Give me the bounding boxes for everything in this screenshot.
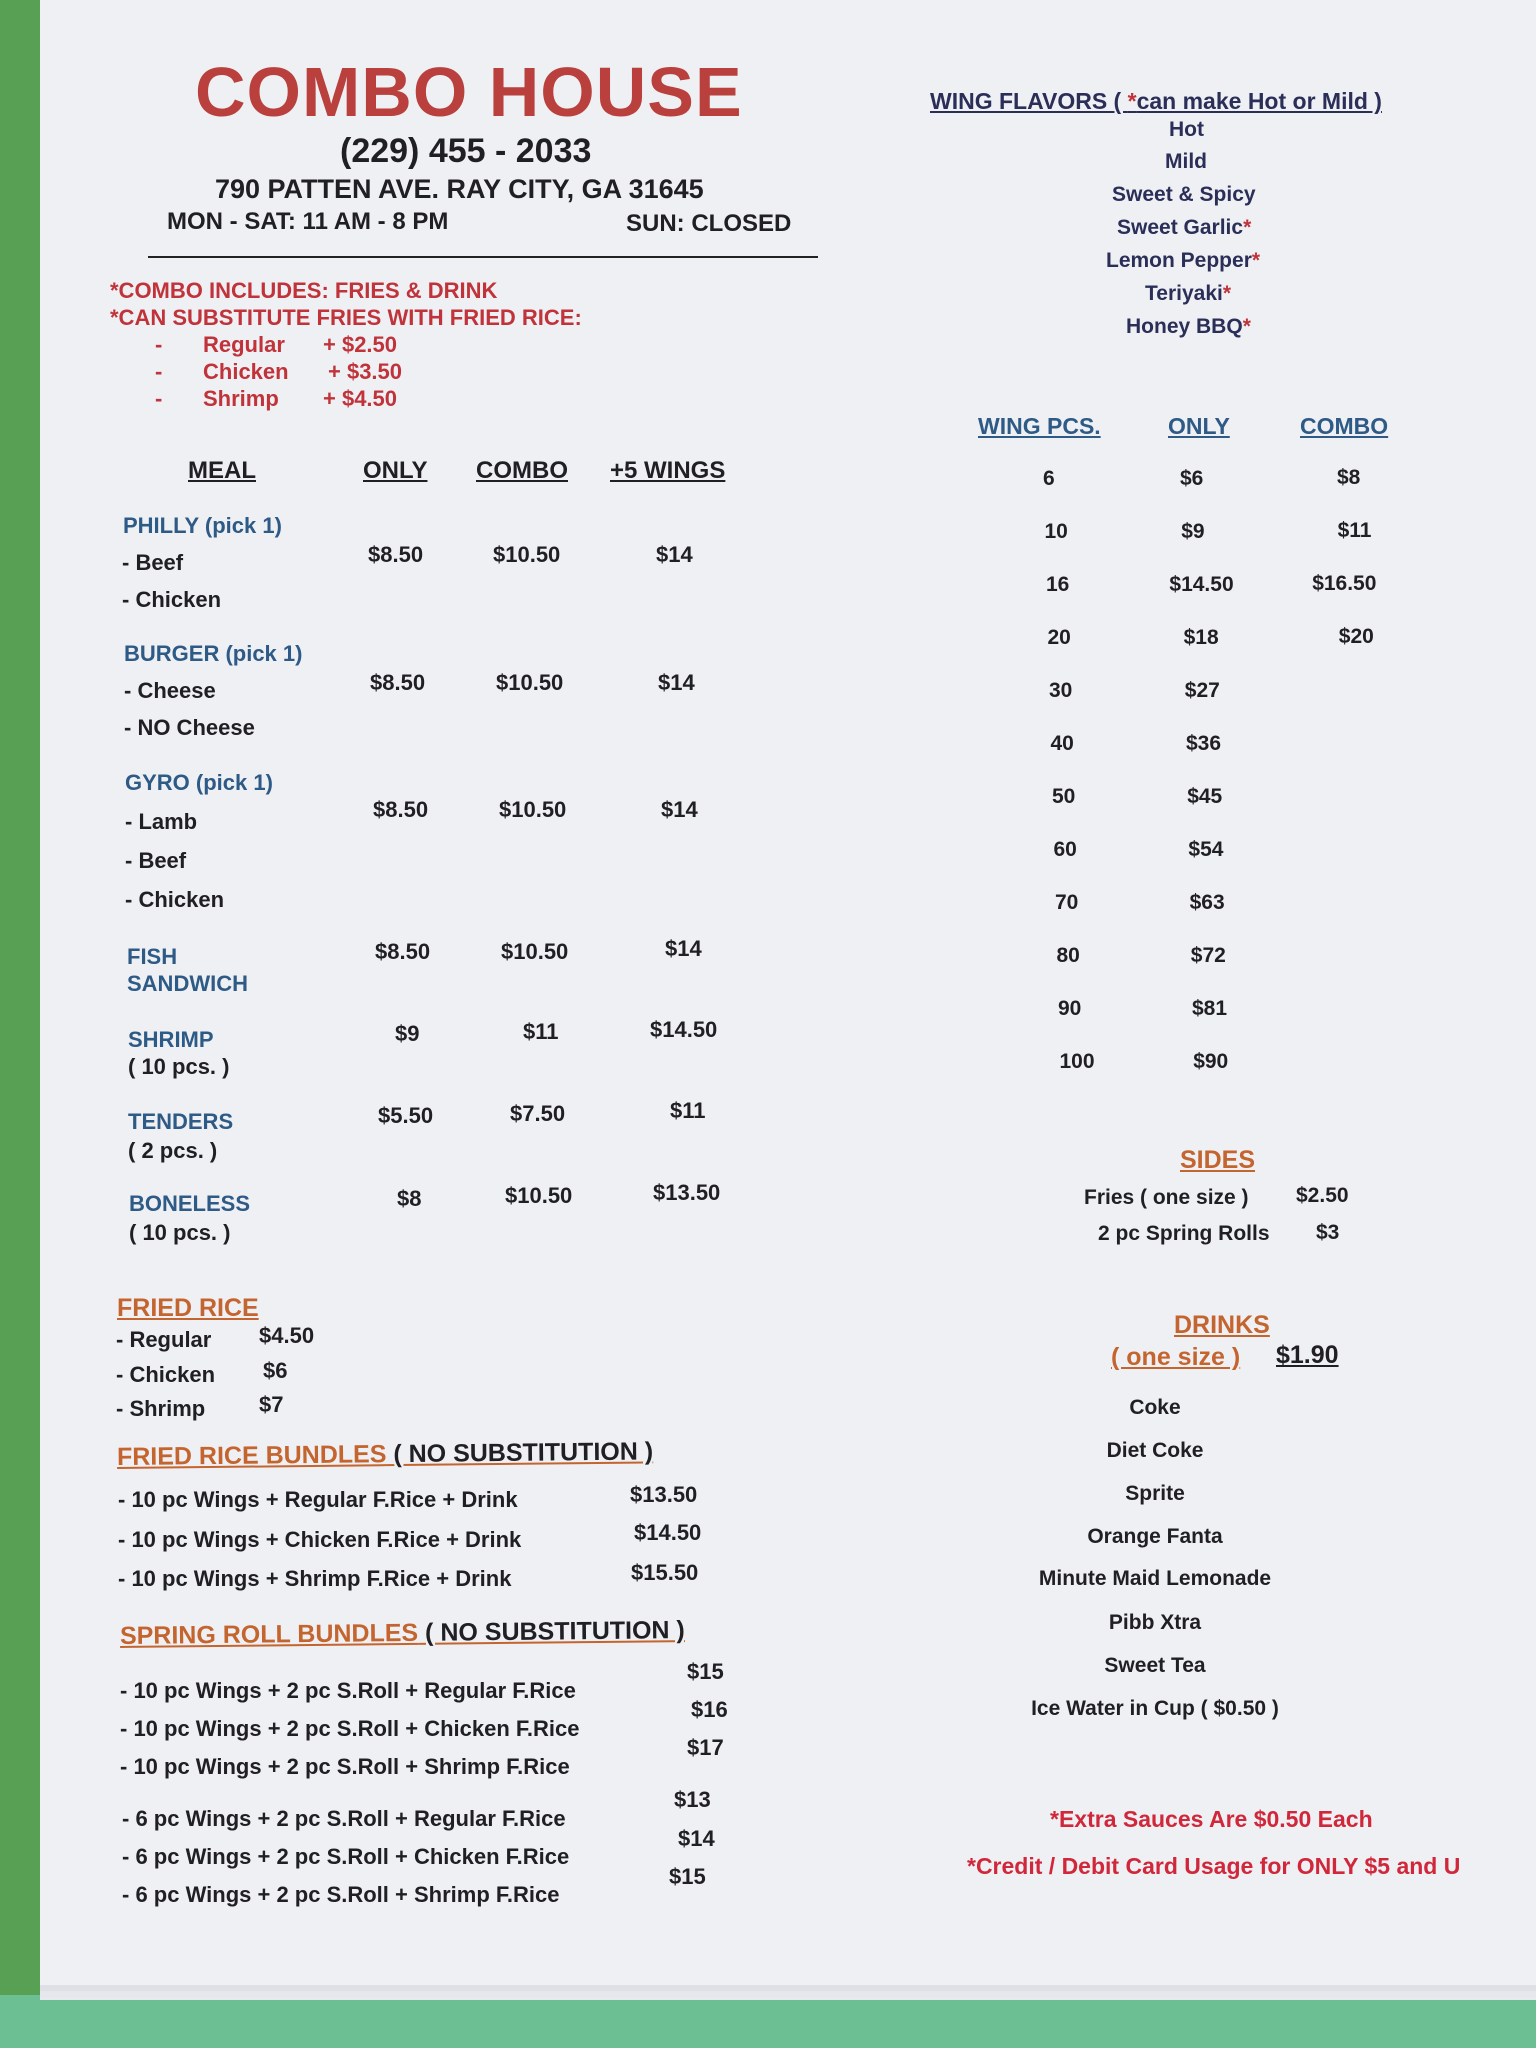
side-item: 2 pc Spring Rolls: [1098, 1222, 1270, 1245]
meal-name: PHILLY (pick 1): [123, 513, 282, 538]
wing-price-only: $14.50: [1169, 573, 1234, 596]
wing-price-only: $27: [1184, 679, 1220, 702]
header-divider: [148, 256, 818, 258]
bundle-price: $15.50: [631, 1560, 699, 1585]
wing-flavor: Teriyaki*: [1145, 282, 1232, 305]
no-substitution-note: ( NO SUBSTITUTION ): [386, 1437, 654, 1469]
price-wings: $14: [661, 797, 698, 822]
price-only: $5.50: [378, 1103, 434, 1128]
no-substitution-note: ( NO SUBSTITUTION ): [418, 1616, 685, 1647]
fried-rice-item: - Chicken: [116, 1362, 216, 1387]
drink-item: Orange Fanta: [1087, 1525, 1223, 1548]
wing-price-only: $9: [1181, 520, 1205, 543]
drink-item: Diet Coke: [1106, 1439, 1204, 1462]
drink-item: Sprite: [1125, 1482, 1185, 1505]
wing-price-only: $90: [1193, 1050, 1229, 1073]
fried-rice-price: $7: [259, 1392, 284, 1417]
price-wings: $11: [670, 1098, 706, 1123]
wing-pcs: 80: [1056, 944, 1080, 967]
wing-flavor: Honey BBQ*: [1126, 315, 1251, 338]
wing-pcs: 60: [1053, 838, 1077, 861]
fried-rice-item: - Regular: [116, 1327, 212, 1352]
sub-dash: -: [155, 386, 163, 411]
side-price: $2.50: [1296, 1184, 1349, 1207]
meal-option: - NO Cheese: [124, 715, 255, 740]
bundle-item: - 10 pc Wings + 2 pc S.Roll + Shrimp F.Rice: [120, 1754, 570, 1779]
col-header-wing-pcs: WING PCS.: [978, 413, 1101, 439]
menu-sheet: [40, 0, 1536, 1985]
bundle-item: - 6 pc Wings + 2 pc S.Roll + Regular F.Rice: [122, 1806, 566, 1831]
wing-pcs: 90: [1058, 997, 1082, 1020]
wing-pcs: 6: [1043, 467, 1055, 490]
wing-pcs: 20: [1047, 626, 1071, 649]
wing-price-only: $81: [1192, 997, 1228, 1020]
sub-name: Chicken: [203, 359, 289, 384]
bundle-item: - 10 pc Wings + Shrimp F.Rice + Drink: [118, 1566, 512, 1591]
opening-hours: MON - SAT: 11 AM - 8 PM: [167, 208, 449, 235]
wing-pcs: 10: [1044, 520, 1068, 543]
restaurant-title: COMBO HOUSE: [195, 53, 743, 131]
price-wings: $13.50: [653, 1180, 721, 1205]
meal-name: BONELESS: [129, 1191, 251, 1216]
price-combo: $11: [523, 1019, 559, 1044]
fried-rice-item: - Shrimp: [116, 1396, 206, 1421]
meal-portion: ( 10 pcs. ): [129, 1220, 231, 1245]
wing-flavor: Sweet & Spicy: [1112, 183, 1256, 206]
bundle-item: - 10 pc Wings + Regular F.Rice + Drink: [118, 1487, 518, 1512]
bundle-item: - 10 pc Wings + Chicken F.Rice + Drink: [118, 1527, 522, 1552]
background-edge: [0, 0, 40, 2048]
price-combo: $10.50: [499, 797, 567, 822]
col-header-wing-only: ONLY: [1168, 413, 1230, 439]
bundle-price: $15: [687, 1659, 724, 1684]
wing-price-only: $36: [1186, 732, 1222, 755]
price-wings: $14: [656, 542, 693, 567]
wing-flavors-title: WING FLAVORS ( *can make Hot or Mild ): [930, 88, 1382, 114]
drink-item: Coke: [1129, 1396, 1181, 1419]
col-header-only: ONLY: [363, 457, 428, 484]
wing-flavor: Lemon Pepper*: [1106, 249, 1261, 272]
wing-price-only: $54: [1188, 838, 1224, 861]
bundle-item: - 10 pc Wings + 2 pc S.Roll + Regular F.Rice: [120, 1678, 576, 1703]
substitute-note: *CAN SUBSTITUTE FRIES WITH FRIED RICE:: [110, 305, 582, 330]
col-header-meal: MEAL: [188, 457, 256, 484]
wing-flavor: Hot: [1169, 118, 1204, 141]
wing-price-only: $6: [1180, 467, 1204, 490]
bundle-item: - 6 pc Wings + 2 pc S.Roll + Chicken F.Rice: [122, 1844, 570, 1869]
side-price: $3: [1316, 1221, 1340, 1244]
bundle-price: $14: [678, 1826, 715, 1851]
sub-dash: -: [155, 332, 163, 357]
drink-item: Pibb Xtra: [1108, 1611, 1202, 1634]
bundle-item: - 6 pc Wings + 2 pc S.Roll + Shrimp F.Rice: [122, 1882, 560, 1907]
wing-pcs: 50: [1052, 785, 1076, 808]
meal-option: - Chicken: [125, 887, 225, 912]
bundle-price: $16: [691, 1697, 728, 1722]
combo-includes-note: *COMBO INCLUDES: FRIES & DRINK: [110, 278, 498, 303]
meal-option: - Beef: [125, 848, 187, 873]
drink-item: Minute Maid Lemonade: [1038, 1567, 1272, 1590]
wing-flavor: Mild: [1165, 150, 1207, 173]
meal-name: BURGER (pick 1): [124, 641, 303, 666]
price-only: $8.50: [373, 797, 429, 822]
price-combo: $10.50: [496, 670, 564, 695]
wing-price-combo: $16.50: [1312, 572, 1377, 595]
spring-roll-bundles-title: SPRING ROLL BUNDLES ( NO SUBSTITUTION ): [119, 1616, 685, 1650]
drinks-title: DRINKS: [1174, 1311, 1270, 1339]
sub-dash: -: [155, 359, 163, 384]
asterisk: *: [1127, 88, 1137, 114]
wing-pcs: 16: [1046, 573, 1070, 596]
meal-option: - Lamb: [125, 809, 198, 834]
wing-pcs: 100: [1059, 1050, 1095, 1073]
bundle-price: $14.50: [634, 1520, 702, 1545]
phone-number: (229) 455 - 2033: [340, 132, 592, 170]
meal-name: SHRIMP: [128, 1027, 214, 1052]
meal-name: FISH: [127, 944, 178, 969]
sub-name: Shrimp: [203, 386, 279, 411]
price-wings: $14: [665, 936, 702, 961]
fried-rice-title: FRIED RICE: [117, 1294, 259, 1322]
meal-option: - Cheese: [124, 678, 216, 703]
col-header-combo: COMBO: [476, 457, 568, 484]
bundle-price: $17: [687, 1735, 724, 1760]
extra-sauces-note: *Extra Sauces Are $0.50 Each: [1050, 1806, 1373, 1832]
sunday-hours: SUN: CLOSED: [626, 210, 792, 237]
table-surface: [0, 1995, 1536, 2048]
bundle-price: $13: [674, 1787, 711, 1812]
side-item: Fries ( one size ): [1084, 1186, 1249, 1209]
price-only: $8.50: [370, 670, 426, 695]
wing-price-combo: $20: [1338, 625, 1374, 648]
meal-option: - Beef: [122, 550, 184, 575]
wing-price-combo: $11: [1337, 519, 1372, 542]
drink-item: Ice Water in Cup ( $0.50 ): [1031, 1697, 1279, 1720]
sides-title: SIDES: [1180, 1146, 1256, 1174]
meal-name: GYRO (pick 1): [125, 770, 273, 795]
sub-price: + $4.50: [323, 386, 398, 411]
drinks-price: $1.90: [1276, 1341, 1339, 1369]
meal-name-line2: SANDWICH: [127, 971, 248, 996]
price-only: $8.50: [368, 542, 424, 567]
col-header-wings: +5 WINGS: [610, 457, 726, 484]
wing-pcs: 40: [1050, 732, 1074, 755]
card-usage-note: *Credit / Debit Card Usage for ONLY $5 and U: [967, 1853, 1461, 1879]
sub-price: + $2.50: [323, 332, 398, 357]
drink-item: Sweet Tea: [1104, 1654, 1206, 1677]
meal-portion: ( 2 pcs. ): [128, 1138, 218, 1163]
price-only: $8: [397, 1186, 422, 1211]
address: 790 PATTEN AVE. RAY CITY, GA 31645: [215, 174, 704, 204]
sub-name: Regular: [203, 332, 285, 357]
price-wings: $14.50: [650, 1017, 718, 1042]
price-combo: $10.50: [505, 1183, 573, 1208]
meal-option: - Chicken: [122, 587, 222, 612]
col-header-wing-combo: COMBO: [1300, 413, 1389, 439]
wing-price-only: $72: [1190, 944, 1226, 967]
wing-pcs: 70: [1055, 891, 1079, 914]
wing-price-only: $45: [1187, 785, 1223, 808]
wing-price-combo: $8: [1337, 466, 1361, 489]
meal-name: TENDERS: [128, 1109, 234, 1134]
price-wings: $14: [658, 670, 695, 695]
price-only: $8.50: [375, 939, 431, 964]
bundle-price: $13.50: [630, 1482, 698, 1507]
wing-pcs: 30: [1049, 679, 1073, 702]
price-combo: $10.50: [493, 542, 561, 567]
drinks-size: ( one size ): [1111, 1343, 1241, 1371]
sub-price: + $3.50: [328, 359, 403, 384]
bundle-price: $15: [669, 1864, 706, 1889]
price-only: $9: [395, 1021, 420, 1046]
price-combo: $10.50: [501, 939, 569, 964]
wing-price-only: $63: [1189, 891, 1225, 914]
fried-rice-price: $6: [263, 1358, 288, 1383]
fried-rice-price: $4.50: [259, 1323, 315, 1348]
wing-price-only: $18: [1183, 626, 1219, 649]
price-combo: $7.50: [510, 1101, 566, 1126]
bundle-item: - 10 pc Wings + 2 pc S.Roll + Chicken F.Rice: [120, 1716, 580, 1741]
fried-rice-bundles-title: FRIED RICE BUNDLES ( NO SUBSTITUTION ): [116, 1437, 654, 1471]
wing-flavor: Sweet Garlic*: [1117, 216, 1252, 239]
meal-portion: ( 10 pcs. ): [128, 1054, 230, 1079]
